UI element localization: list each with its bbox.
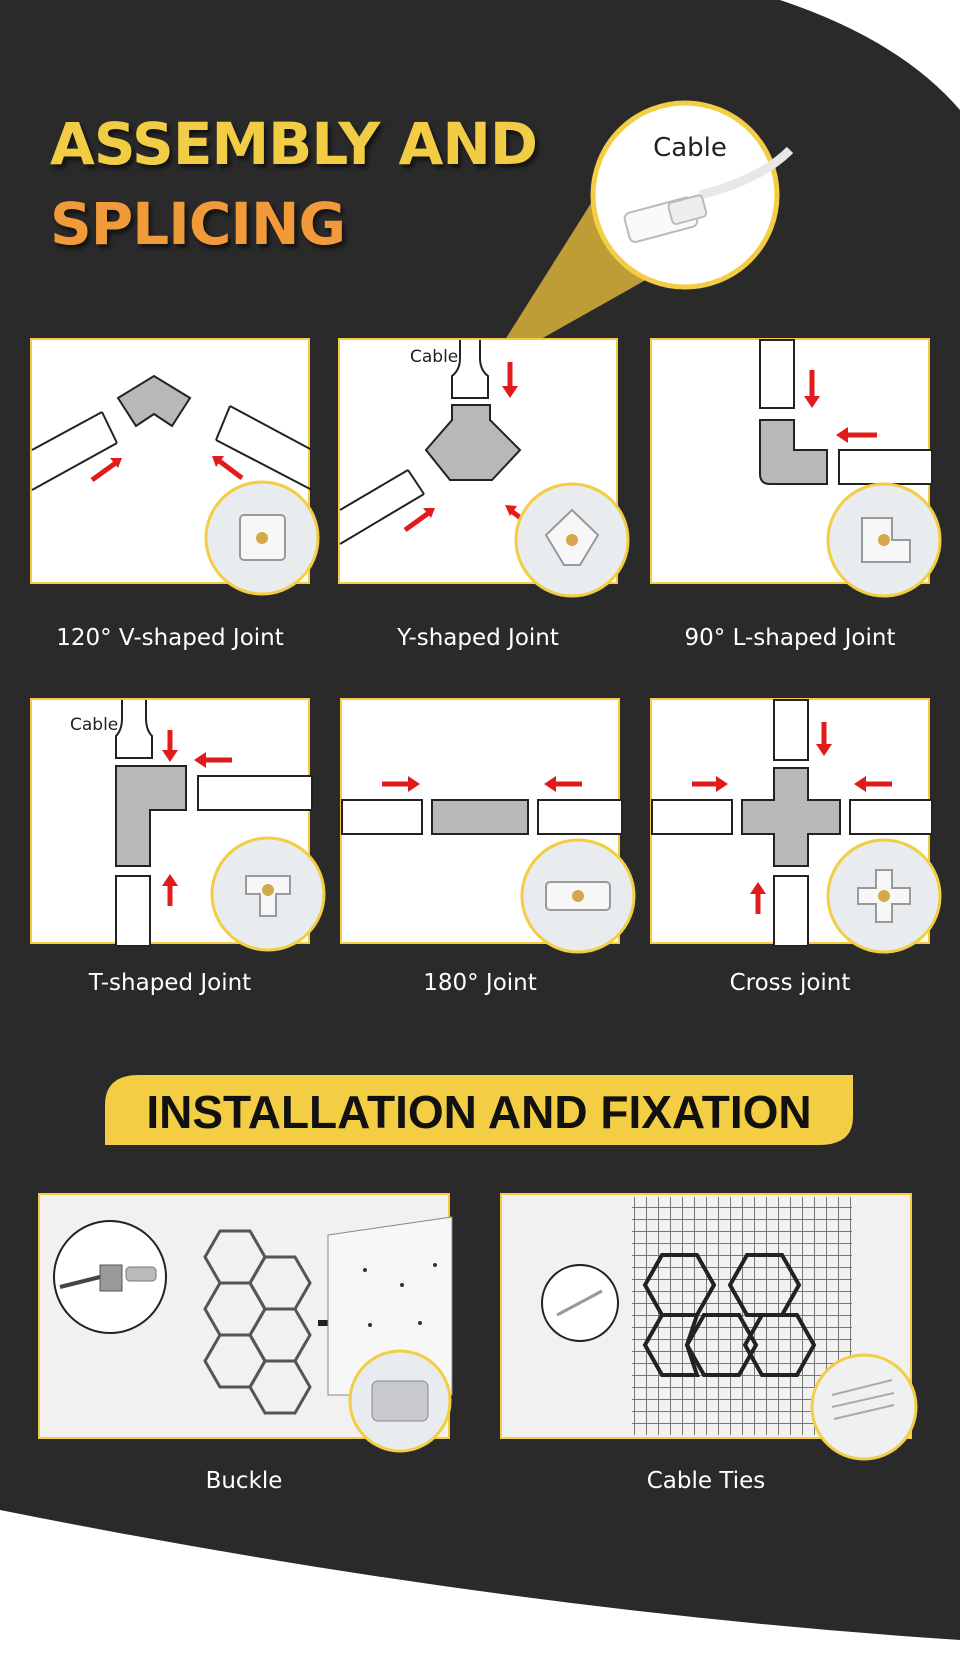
joint-label-90-l: 90° L-shaped Joint (684, 625, 896, 651)
joint-panel-120-v (30, 338, 310, 584)
buckle-panel (38, 1193, 450, 1439)
joint-label-y: Y-shaped Joint (397, 625, 559, 651)
joint-panel-90-l (650, 338, 930, 584)
cable-label: Cable (410, 347, 459, 367)
installation-title: INSTALLATION AND FIXATION (146, 1086, 812, 1138)
joint-label-cross: Cross joint (729, 970, 851, 996)
page-title-line-1: ASSEMBLY AND (50, 110, 538, 178)
callout-label: Cable (653, 133, 727, 163)
joint-panel-180 (340, 698, 620, 944)
arrow-icon (92, 462, 117, 480)
joint-label-120-v: 120° V-shaped Joint (56, 625, 284, 651)
arrow-icon (405, 512, 430, 530)
joint-panel-y (338, 338, 618, 584)
cable-label: Cable (70, 715, 119, 735)
cable-ties-panel (500, 1193, 912, 1439)
cable-ties-label: Cable Ties (646, 1468, 766, 1494)
buckle-label: Buckle (205, 1468, 283, 1494)
hexagon-grid-icon (205, 1231, 310, 1413)
joint-panel-cross (650, 698, 930, 944)
joint-label-180: 180° Joint (423, 970, 537, 996)
cable-callout-circle (593, 103, 777, 287)
arrow-icon (218, 460, 242, 478)
page-title-line-2: SPLICING (50, 190, 346, 258)
cable-ties-bag-icon (812, 1355, 916, 1459)
joint-label-t: T-shaped Joint (88, 970, 252, 996)
joint-panel-t (30, 698, 310, 944)
